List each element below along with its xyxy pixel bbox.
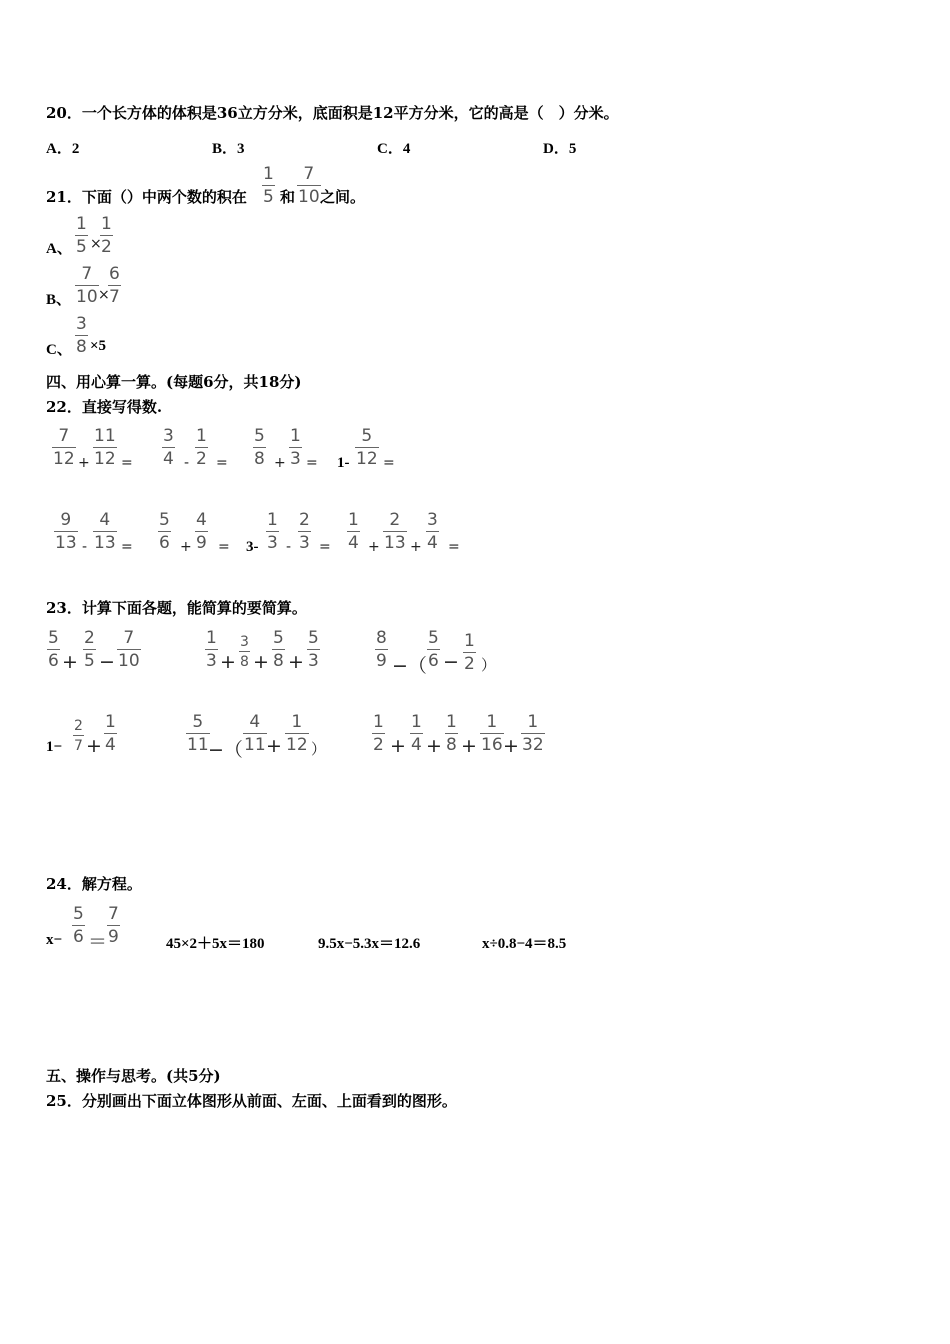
q21-option-b-fraction-1: $\frac{7}{10}$	[76, 264, 98, 307]
q23-e1-f2: $\frac{2}{5}$	[84, 628, 95, 671]
q21-option-a-times: ×	[90, 236, 102, 252]
equals-sign: =	[319, 539, 331, 555]
q22-r2-e1-a: $\frac{9}{13}$	[55, 510, 77, 553]
q24-eq1-f1: $\frac{5}{6}$	[73, 904, 84, 947]
q22-r1-e4-b: $\frac{5}{12}$	[356, 426, 378, 469]
close-paren: ）	[311, 740, 327, 758]
q21-fraction-1: $\frac{1}{5}$	[263, 164, 274, 207]
equals-sign: =	[306, 455, 318, 471]
q22-r2-e1-b: $\frac{4}{13}$	[94, 510, 116, 553]
q23-e6-f5: $\frac{1}{32}$	[522, 712, 544, 755]
plus-sign: +	[274, 455, 286, 471]
plus-sign: +	[426, 735, 442, 757]
minus-sign: −	[99, 651, 115, 673]
q22-r2-e4-b: $\frac{2}{13}$	[384, 510, 406, 553]
plus-sign: +	[180, 539, 192, 555]
section-4-title: 四、用心算一算。(每题6分，共18分)	[46, 373, 302, 391]
q24-eq1-pre: x−	[46, 932, 63, 948]
section-5-title: 五、操作与思考。(共5分)	[46, 1067, 221, 1085]
q24-eq1-f2: $\frac{7}{9}$	[108, 904, 119, 947]
q22-r1-e1-b: $\frac{11}{12}$	[94, 426, 116, 469]
q21-option-b-fraction-2: $\frac{6}{7}$	[109, 264, 120, 307]
q20-option-a[interactable]: A．2	[46, 141, 80, 157]
q21-suffix: 之间。	[320, 188, 366, 206]
q21-option-c-tail: ×5	[90, 338, 107, 354]
equals-sign: =	[121, 539, 133, 555]
q22-r1-e4-pre: 1-	[337, 455, 350, 471]
q22-r2-e2-b: $\frac{4}{9}$	[196, 510, 207, 553]
q22-r2-e4-c: $\frac{3}{4}$	[427, 510, 438, 553]
q22-r2-e3-b: $\frac{2}{3}$	[299, 510, 310, 553]
q23-e4-f2: $\frac{1}{4}$	[105, 712, 116, 755]
q23-e6-f3: $\frac{1}{8}$	[446, 712, 457, 755]
q23-e1-f3: $\frac{7}{10}$	[118, 628, 140, 671]
q21-option-b-times: ×	[98, 287, 110, 303]
q22-r1-e3-a: $\frac{5}{8}$	[254, 426, 265, 469]
q23-e2-f1: $\frac{1}{3}$	[206, 628, 217, 671]
q21-option-a-fraction-1: $\frac{1}{5}$	[76, 214, 87, 257]
equals-sign: =	[121, 455, 133, 471]
q22-title: 22．直接写得数.	[46, 398, 163, 416]
q23-e3-f1: $\frac{8}{9}$	[376, 628, 387, 671]
q21-option-a-label[interactable]: A、	[46, 241, 72, 257]
q20-option-b[interactable]: B．3	[212, 141, 245, 157]
q23-e3-f2: $\frac{5}{6}$	[428, 628, 439, 671]
minus-open-paren: −（	[392, 655, 427, 677]
minus-sign: -	[184, 455, 190, 471]
q24-eq3: 9.5x−5.3x＝12.6	[318, 936, 421, 952]
q23-e6-f2: $\frac{1}{4}$	[411, 712, 422, 755]
plus-sign: +	[266, 735, 282, 757]
q22-r1-e2-a: $\frac{3}{4}$	[163, 426, 174, 469]
q21-option-b-label[interactable]: B、	[46, 292, 72, 308]
q23-e5-f1: $\frac{5}{11}$	[187, 712, 209, 755]
minus-sign: -	[286, 539, 292, 555]
q23-e5-f2: $\frac{4}{11}$	[244, 712, 266, 755]
q21-prefix: 21．下面（）中两个数的积在	[46, 188, 247, 206]
plus-sign: +	[503, 735, 519, 757]
q23-e3-f3: $\frac{1}{2}$	[464, 631, 475, 674]
equals-sign: ＝	[88, 931, 108, 953]
q21-option-a-fraction-2: $\frac{1}{2}$	[101, 214, 112, 257]
q20-text: 20．一个长方体的体积是36立方分米，底面积是12平方分米，它的高是（ ）分米。	[46, 104, 619, 122]
plus-sign: +	[62, 651, 78, 673]
q22-r1-e1-a: $\frac{7}{12}$	[53, 426, 75, 469]
plus-sign: +	[368, 539, 380, 555]
q23-e4-f1: $\frac{2}{7}$	[74, 718, 83, 754]
q23-e1-f1: $\frac{5}{6}$	[48, 628, 59, 671]
q23-e2-f4: $\frac{5}{3}$	[308, 628, 319, 671]
q23-e2-f2: $\frac{3}{8}$	[240, 634, 249, 670]
q22-r2-e3-pre: 3-	[246, 539, 259, 555]
q22-r1-e3-b: $\frac{1}{3}$	[290, 426, 301, 469]
q20-option-c[interactable]: C．4	[377, 141, 411, 157]
q24-eq4: x÷0.8−4＝8.5	[482, 936, 567, 952]
q23-e4-pre: 1−	[46, 739, 63, 755]
q23-e5-f3: $\frac{1}{12}$	[286, 712, 308, 755]
equals-sign: =	[448, 539, 460, 555]
plus-sign: +	[461, 735, 477, 757]
minus-sign: −	[443, 651, 459, 673]
plus-sign: +	[253, 651, 269, 673]
q23-e6-f4: $\frac{1}{16}$	[481, 712, 503, 755]
q22-r2-e2-a: $\frac{5}{6}$	[159, 510, 170, 553]
plus-sign: +	[288, 651, 304, 673]
q23-title: 23．计算下面各题，能简算的要简算。	[46, 599, 307, 617]
q25-text: 25．分别画出下面立体图形从前面、左面、上面看到的图形。	[46, 1092, 457, 1110]
q22-r2-e4-a: $\frac{1}{4}$	[348, 510, 359, 553]
q24-eq2: 45×2＋5x＝180	[166, 936, 265, 952]
plus-sign: +	[390, 735, 406, 757]
equals-sign: =	[383, 455, 395, 471]
q22-r2-e3-a: $\frac{1}{3}$	[267, 510, 278, 553]
q20-option-d[interactable]: D．5	[543, 141, 577, 157]
q24-title: 24．解方程。	[46, 875, 142, 893]
minus-open-paren: −（	[208, 739, 243, 761]
q21-fraction-2: $\frac{7}{10}$	[298, 164, 320, 207]
q21-mid: 和	[280, 188, 296, 206]
plus-sign: +	[220, 651, 236, 673]
close-paren: ）	[481, 656, 497, 674]
minus-sign: -	[82, 539, 88, 555]
q21-option-c-fraction: $\frac{3}{8}$	[76, 314, 87, 357]
plus-sign: +	[86, 735, 102, 757]
q23-e6-f1: $\frac{1}{2}$	[373, 712, 384, 755]
q23-e2-f3: $\frac{5}{8}$	[273, 628, 284, 671]
plus-sign: +	[78, 455, 90, 471]
equals-sign: =	[218, 539, 230, 555]
q21-option-c-label[interactable]: C、	[46, 342, 72, 358]
plus-sign: +	[410, 539, 422, 555]
equals-sign: =	[216, 455, 228, 471]
q22-r1-e2-b: $\frac{1}{2}$	[196, 426, 207, 469]
